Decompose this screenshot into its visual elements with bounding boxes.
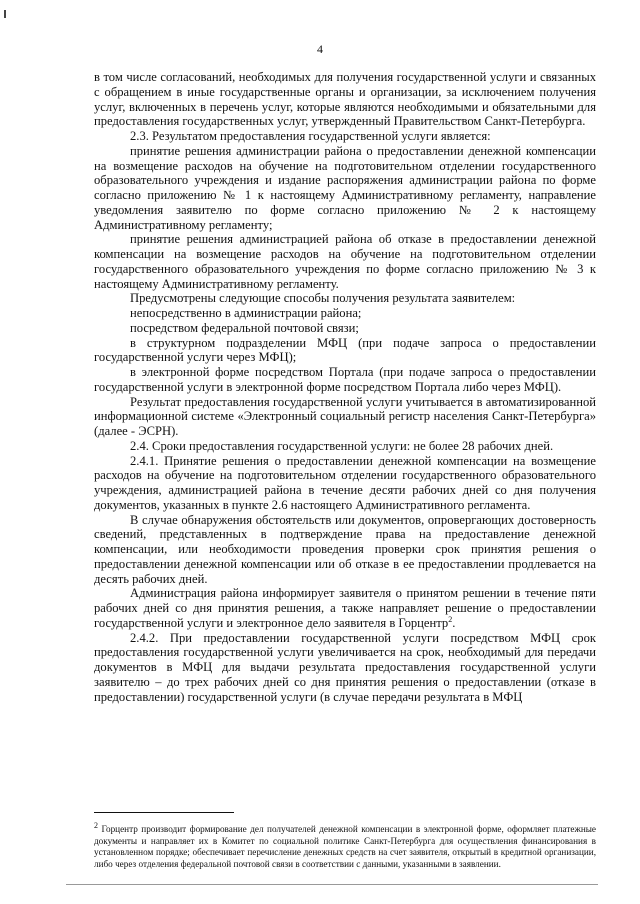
scan-artifact-mark — [4, 10, 6, 18]
paragraph-result-refusal: принятие решения администрацией района об отказе в предоставлении денежной компенсации на возмещение расходов на обучение на подготовительном отделении государственного образовательного учреждения по форме согласно приложению № 3 к настоящему Административному регламенту. — [94, 232, 596, 291]
paragraph-2-4-2: 2.4.2. При предоставлении государственной услуги посредством МФЦ срок предоставления государственной услуги увеличивается на срок, необходимый для передачи документов в МФЦ для выдачи результата предоставления государственной услуги заявителю – до трех рабочих дней со дня принятия решения о предоставлении (отказе в предоставлении) государственной услуги (в случае передачи результата в МФЦ — [94, 630, 596, 704]
paragraph-esrn: Результат предоставления государственной услуги учитывается в автоматизированной информационной системе «Электронный социальный регистр населения Санкт-Петербурга» (далее - ЭСРН). — [94, 394, 596, 438]
paragraph-informing-text: Администрация района информирует заявителя о принятом решении в течение пяти рабочих дней со дня принятия решения, а также направляет решение о предоставлении государственной услуги и электронное дело заявителя в Горцентр — [94, 586, 596, 630]
footnote-text: Горцентр производит формирование дел получателей денежной компенсации в электронной форме, оформляет платежные документы и направляет их в Комитет по социальной политике Санкт-Петербурга для осуществления финансирования в установленном порядке; обеспечивает перечисление денежных средств на счет заявителя, открытый в кредитной организации, либо через отделения федеральной почтовой связи в соответствии с данными, указанными в заявлении. — [94, 824, 596, 869]
list-item-method-post: посредством федеральной почтовой связи; — [130, 320, 359, 335]
footnote-reference[interactable]: 2 — [448, 614, 453, 624]
list-item-method-portal: в электронной форме посредством Портала (при подаче запроса о предоставлении государственной услуги в электронной форме посредством Портала либо через МФЦ). — [94, 365, 596, 394]
paragraph-2-4-1: 2.4.1. Принятие решения о предоставлении денежной компенсации на возмещение расходов на обучение на подготовительном отделении государственного образовательного учреждения, администрацией района в течение десяти рабочих дней со дня получения документов, указанных в пункте 2.6 настоящего Административного регламента. — [94, 453, 596, 512]
document-body — [94, 70, 596, 704]
paragraph-continuation: в том числе согласований, необходимых для получения государственной услуги и связанных с обращением в иные государственные органы и организации, за исключением получения услуг, включенных в перечень услуг, которые являются необходимыми и обязательными для предоставления государственных услуг, утвержденный Правительством Санкт-Петербурга. — [94, 70, 596, 129]
list-item-method-mfc: в структурном подразделении МФЦ (при подаче запроса о предоставлении государственной услуги через МФЦ); — [94, 335, 596, 365]
paragraph-2-4-terms: 2.4. Сроки предоставления государственной услуги: не более 28 рабочих дней. — [130, 438, 554, 453]
page-number: 4 — [317, 42, 323, 56]
footnote-marker: 2 — [94, 820, 98, 830]
footnote — [94, 820, 596, 870]
paragraph-extension: В случае обнаружения обстоятельств или документов, опровергающих достоверность сведений, представленных в подтверждение права на предоставление денежной компенсации, или необходимости проведения проверки срок принятия решения о предоставлении денежной компенсации или об отказе в ее предоставлении продлевается на десять рабочих дней. — [94, 512, 596, 586]
paragraph-result-grant: принятие решения администрации района о предоставлении денежной компенсации на возмещение расходов на обучение на подготовительном отделении государственного образовательного учреждения и издание распоряжения администрации района по форме согласно приложению № 1 к настоящему Административному регламенту, направление уведомления заявителю по форме согласно приложению № 2 к настоящему Административному регламенту; — [94, 143, 596, 232]
paragraph-informing — [94, 586, 596, 630]
scan-artifact-line — [66, 884, 598, 885]
footnote-separator — [94, 812, 234, 813]
paragraph-informing-end: . — [452, 615, 456, 630]
list-item-method-admin: непосредственно в администрации района; — [130, 306, 362, 320]
paragraph-methods-intro: Предусмотрены следующие способы получения результата заявителем: — [130, 291, 516, 306]
paragraph-2-3-heading: 2.3. Результатом предоставления государственной услуги является: — [130, 129, 491, 143]
